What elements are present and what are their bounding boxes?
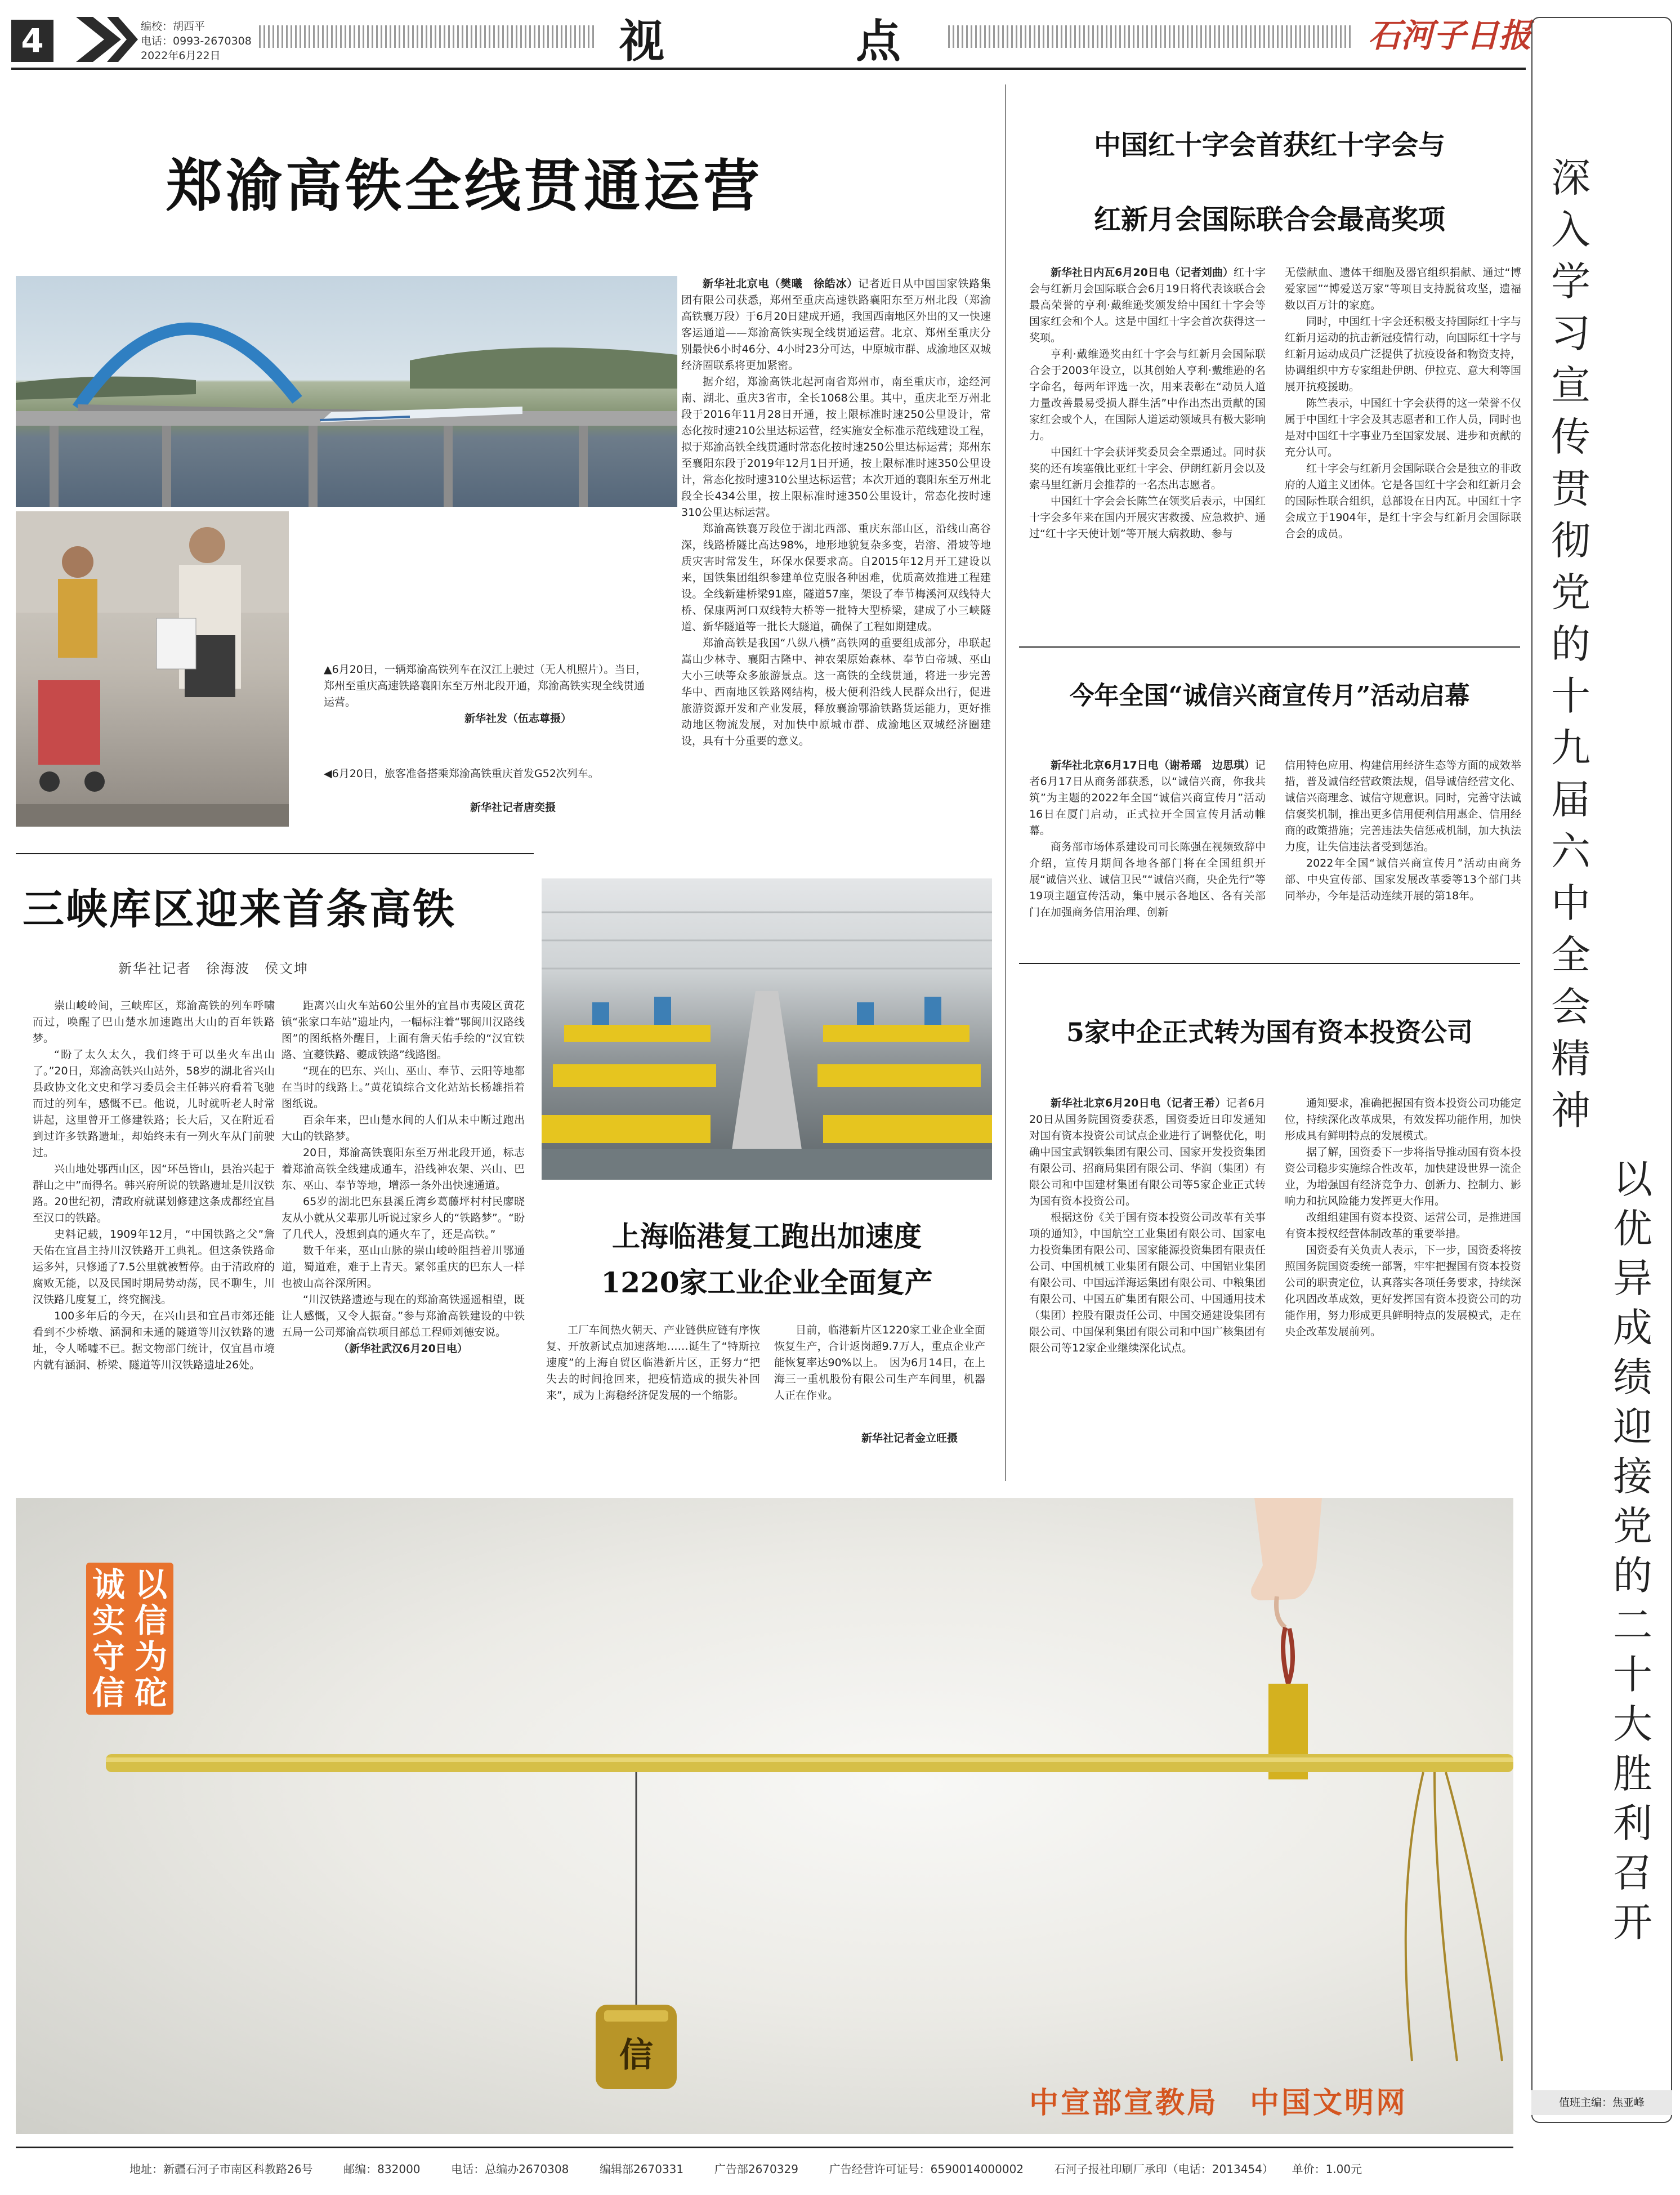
zhengyu-paragraph: 郑渝高铁襄万段位于湖北西部、重庆东部山区，沿线山高谷深，线路桥隧比高达98%，地形地貌复杂多变，岩溶、滑坡等地质灾害时常发生，环保水保要求高。自2015年12月开工建设以来，国铁集团组织参建单位克服各种困难，优质高效推进工程建设。全线新建桥梁91座，隧道57座，架设了奉节梅溪河双线特大桥、保康两河口双线特大桥等一批特大型桥梁，建成了小三峡隧道、新华隧道等一批长大隧道，确保了工程如期建成。: [681, 523, 991, 633]
zhengyu-paragraph: 郑渝高铁是我国“八纵八横”高铁网的重要组成部分，串联起嵩山少林寺、襄阳古隆中、神农架原始森林、奉节白帝城、巫山大小三峡等众多旅游景点。这一高铁的全线贯通，将进一步完善华中、西南地区铁路网结构，极大便利沿线人民群众出行，促进旅游资源开发和产业发展，释放襄渝鄂渝铁路货运能力，更好推动地区物流发展，对加快中原城市群、成渝地区双城经济圈建设，具有十分重要的意义。: [681, 637, 991, 747]
shanghai-credit: 新华社记者金立旺摄: [861, 1432, 958, 1444]
shanghai-headline-1: 上海临港复工跑出加速度: [612, 1220, 922, 1253]
psa-seal-text-2: 诚实守信: [92, 1565, 125, 1712]
sanxia-headline: 三峡库区迎来首条高铁: [23, 885, 456, 934]
masthead: [0, 0, 1531, 72]
sanxia-paragraph: 崇山峻岭间，三峡库区，郑渝高铁的列车呼啸而过，唤醒了巴山楚水加速跑出大山的百年铁路梦。: [33, 1000, 275, 1045]
footer-printer: 石河子报社印刷厂承印（电话：2013454）: [1054, 2162, 1274, 2176]
sanxia-paragraph: 100多年后的今天，在兴山县和宜昌市郊还能看到不少桥墩、涵洞和未通的隧道等川汉铁路的遗址，令人唏嘘不已。据文物部门统计，仅宜昌市境内就有涵洞、桥梁、隧道等川汉铁路遗址26处。: [33, 1310, 275, 1371]
masthead-date: 2022年6月22日: [141, 50, 221, 62]
redcross-col-1: [1029, 265, 1266, 542]
redcross-paragraph: 新华社日内瓦6月20日电（记者刘曲）红十字会与红新月会国际联合会6月19日将代表该联合会最高荣誉的亨利·戴维逊奖颁发给中国红十字会等国家红会和个人。这是中国红十字会首次获得这一奖项。: [1029, 266, 1266, 344]
redcross-col-2: [1285, 265, 1521, 542]
credit-byline: 新华社北京6月17日电（谢希瑶 边思琪）: [1051, 759, 1255, 771]
credit-paragraph: 2022年全国“诚信兴商宣传月”活动由商务部、中央宣传部、国家发展改革委等13个部门共同举办，今年是活动连续开展的第18年。: [1285, 857, 1521, 902]
slogan-line-2: 以优异成绩迎接党的二十大胜利召开: [1613, 1156, 1652, 1946]
psa-sponsor: 中宣部宣教局 中国文明网: [1029, 2086, 1408, 2120]
redcross-paragraph: 红十字会与红新月会国际联合会是独立的非政府的人道主义团体。它是各国红十字会和红新月会的国际性联合组织，总部设在日内瓦。中国红十字会成立于1904年，是红十字会与红新月会国际联合会的成员。: [1285, 462, 1521, 540]
zhengyu-paragraph: 据介绍，郑渝高铁北起河南省郑州市，南至重庆市，途经河南、湖北、重庆3省市，全长1068公里。其中，重庆北至万州北段于2016年11月28日开通，按上限标准时速250公里设计，常态化按时速210公里达标运营，经实施安全标准示范线建设工程，拟于郑渝高铁全线贯通时常态化按时速250公里达标运营；郑州东至襄阳东段于2019年12月1日开通，按上限标准时速350公里设计，常态化按时速310公里达标运营；本次开通的襄阳东至万州北段全长434公里，按上限标准时速350公里设计，常态化按时速310公里达标运营。: [681, 376, 991, 519]
credit-paragraph: 信用特色应用、构建信用经济生态等方面的成效举措，普及诚信经营政策法规，倡导诚信经营文化、诚信兴商理念、诚信守规意识。同时，完善守法诚信褒奖机制，推出更多信用便利信用惠企、信用经商的政策措施；完善违法失信惩戒机制，加大执法力度，让失信违法者受到惩治。: [1285, 759, 1521, 853]
footer-editorial: 编辑部2670331: [600, 2162, 684, 2176]
sanxia-paragraph: 20日，郑渝高铁襄阳东至万州北段开通，标志着郑渝高铁全线建成通车，沿线神农架、兴山、巴东、巫山、奉节等地，增添一条外出快速通道。: [282, 1146, 525, 1192]
soe-col-1: [1029, 1095, 1266, 1357]
redcross-paragraph: 无偿献血、遗体干细胞及器官组织捐献、通过“博爱家园”“博爱送万家”等项目支持脱贫攻坚，遗福数以百万计的家庭。: [1285, 266, 1521, 311]
masthead-phone: 电话：0993-2670308: [141, 35, 252, 47]
sanxia-dateline: （新华社武汉6月20日电）: [338, 1342, 468, 1355]
footer-address: 地址：新疆石河子市南区科教路26号: [129, 2162, 313, 2176]
soe-col-2: [1285, 1095, 1521, 1340]
soe-paragraph: 根据这份《关于国有资本投资公司改革有关事项的通知》，中国航空工业集团有限公司、国家电力投资集团有限公司、国家能源投资集团有限责任公司、中国机械工业集团有限公司、中国铝业集团有限公司、中国远洋海运集团有限公司、中粮集团有限公司、中国五矿集团有限公司、中国通用技术（集团）控股有限责任公司、中国交通建设集团有限公司、中国保利集团有限公司和中国广核集团有限公司等12家企业继续深化试点。: [1029, 1211, 1266, 1354]
footer-ads: 广告部2670329: [714, 2162, 798, 2176]
masthead-editor: 编校：胡西平: [141, 20, 205, 33]
soe-headline: 5家中企正式转为国有资本投资公司: [1066, 1017, 1473, 1047]
section-char-1: 视: [619, 15, 664, 68]
redcross-paragraph: 同时，中国红十字会还积极支持国际红十字与红新月运动的抗击新冠疫情行动，向国际红十字与红新月运动成员广泛提供了抗疫设备和物资支持，协调组织中方专家组赴伊朗、伊拉克、意大利等国展开抗疫援助。: [1285, 315, 1521, 393]
redcross-paragraph: 亨利·戴维逊奖由红十字会与红新月会国际联合会于2003年设立，以其创始人亨利·戴维逊的名字命名，每两年评选一次，用来表彰在“动员人道力量改善最易受损人群生活”中作出杰出贡献的国家红会或个人，在国际人道运动领域具有极大影响力。: [1029, 348, 1266, 442]
soe-byline: 新华社北京6月20日电（记者王希）: [1051, 1097, 1226, 1109]
shanghai-paragraph: 目前，临港新片区1220家工业企业全面恢复生产，合计返岗超9.7万人，重点企业产能恢复率达90%以上。 因为6月14日，在上海三一重机股份有限公司生产车间里，机器人正在作业。: [774, 1324, 985, 1402]
zhengyu-credit-1: 新华社发（伍志尊摄）: [464, 712, 572, 725]
redcross-headline-1: 中国红十字会首获红十字会与: [1093, 130, 1445, 161]
credit-col-2: [1285, 757, 1521, 904]
redcross-paragraph: 陈竺表示，中国红十字会获得的这一荣誉不仅属于中国红十字会及其志愿者和工作人员，同时也是对中国红十字事业乃至国家发展、进步和贡献的充分认可。: [1285, 397, 1521, 458]
footer-phone: 电话：总编办2670308: [451, 2162, 569, 2176]
newspaper-logo: 石河子日报: [1351, 16, 1531, 55]
zhengyu-paragraph: 新华社北京电（樊曦 徐皓冰）记者近日从中国国家铁路集团有限公司获悉，郑州至重庆高速铁路襄阳东至万州北段（郑渝高铁襄万段）于6月20日建成开通，我国西南地区外出的又一快速客运通道——郑渝高铁实现全线贯通运营。北京、郑州至重庆分别最快6小时46分、4小时23分可达，中原城市群、成渝地区双城经济圈联系将更加紧密。: [681, 278, 991, 372]
credit-headline: 今年全国“诚信兴商宣传月”活动启幕: [1069, 681, 1470, 710]
sanxia-paragraph: “盼了太久太久，我们终于可以坐火车出山了。”20日，郑渝高铁兴山站外，58岁的湖北省兴山县政协文化文史和学习委员会主任韩兴府看着飞驰而过的列车，感慨不已。他说，儿时就听老人时常讲起，这里曾开工修建铁路；长大后，又在附近看到过许多铁路遗址，却始终未有一列火车从门前驶过。: [33, 1049, 275, 1159]
shanghai-headline-2: 1220家工业企业全面复产: [601, 1266, 933, 1299]
sanxia-col-2: [282, 998, 525, 1357]
sanxia-paragraph: 距离兴山火车站60公里外的宜昌市夷陵区黄花镇“张家口车站”遗址内，一幅标注着“鄂闽川汉路线图”的图纸格外醒目，上面有詹天佑手绘的“汉宜铁路、宜夔铁路、夔成铁路”线路图。: [282, 1000, 525, 1061]
factory-photo: [542, 878, 992, 1180]
soe-paragraph: 通知要求，准确把握国有资本投资公司功能定位，持续深化改革成果，有效发挥功能作用，加快形成具有鲜明特点的发展模式。: [1285, 1097, 1521, 1142]
column-divider: [1005, 84, 1006, 1481]
masthead-stripes: [76, 17, 138, 62]
section-rule: [1019, 646, 1520, 648]
footer-license: 广告经营许可证号：6590014000002: [829, 2162, 1024, 2176]
zhengyu-headline: 郑渝高铁全线贯通运营: [166, 153, 763, 219]
sanxia-byline: 新华社记者 徐海波 侯文坤: [118, 961, 309, 976]
zhengyu-caption-1: ▲6月20日，一辆郑渝高铁列车在汉江上驶过（无人机照片）。当日，郑州至重庆高速铁路襄阳东至万州北段开通，郑渝高铁实现全线贯通运营。: [324, 663, 647, 708]
psa-seal-text-1: 以信为砣: [134, 1565, 167, 1712]
soe-paragraph: 新华社北京6月20日电（记者王希）记者6月20日从国务院国资委获悉，国资委近日印发通知对国有资本投资公司试点企业进行了调整优化，明确中国宝武钢铁集团有限公司、国家开发投资集团有限公司、招商局集团有限公司、华润（集团）有限公司和中国建材集团有限公司等5家企业正式转为国有资本投资公司。: [1029, 1097, 1266, 1207]
shanghai-paragraph: 工厂车间热火朝天、产业链供应链有序恢复、开放新试点加速落地……诞生了“特斯拉速度”的上海自贸区临港新片区，正努力“把失去的时间抢回来，把疫情造成的损失补回来”，成为上海稳经济促发展的一个缩影。: [546, 1324, 761, 1402]
redcross-paragraph: 中国红十字会会长陈竺在领奖后表示，中国红十字会多年来在国内开展灾害救援、应急救护、通过“红十字天使计划”等开展大病救助、参与: [1029, 495, 1266, 540]
footer-rule: [16, 2147, 1513, 2148]
page-number: 4: [21, 21, 44, 60]
redcross-headline-2: 红新月会国际联合会最高奖项: [1093, 204, 1445, 235]
sanxia-paragraph: 数千年来，巫山山脉的崇山峻岭阻挡着川鄂通道，蜀道难，难于上青天。紧邻重庆的巴东人一样也被山高谷深所困。: [282, 1244, 525, 1290]
slogan-line-1: 深入学习宣传贯彻党的十九届六中全会精神: [1551, 155, 1590, 1134]
footer: [129, 2158, 1514, 2180]
sanxia-paragraph: 兴山地处鄂西山区，因“环邑皆山，县治兴起于群山之中”而得名。韩兴府所说的铁路遗址是川汉铁路。20世纪初，清政府就谋划修建这条成都经宜昌至汉口的铁路。: [33, 1163, 275, 1224]
credit-paragraph: 商务部市场体系建设司司长陈强在视频致辞中介绍，宣传月期间各地各部门将在全国组织开展“诚信兴业、诚信卫民”“诚信兴商，央企先行”等19项主题宣传活动，集中展示各地区、各有关部门在加强商务信用治理、创新: [1029, 841, 1266, 918]
section-rule: [16, 853, 534, 854]
zhengyu-byline: 新华社北京电（樊曦 徐皓冰）: [703, 278, 859, 290]
shanghai-col-1: [546, 1322, 760, 1404]
footer-price: 单价：1.00元: [1292, 2162, 1362, 2176]
factory-illustration: [542, 878, 992, 1180]
sanxia-paragraph: 史料记载，1909年12月，“中国铁路之父”詹天佑在宜昌主持川汉铁路开工典礼。但这条铁路命运多舛，只修通了7.5公里就被暂停。由于清政府的腐败无能，以及民国时期局势动荡，民不聊生，川汉铁路几度复工，终究搁浅。: [33, 1228, 275, 1306]
zhengyu-caption-2: ◀6月20日，旅客准备搭乘郑渝高铁重庆首发G52次列车。: [324, 768, 599, 780]
sanxia-paragraph: 65岁的湖北巴东县溪丘湾乡葛藤坪村村民廖晓友从小就从父辈那儿听说过家乡人的“铁路梦”。“盼了几代人，没想到真的通火车了，还是高铁。”: [282, 1195, 525, 1241]
zhengyu-body: [681, 276, 991, 749]
sanxia-paragraph: “川汉铁路遗迹与现在的郑渝高铁遥遥相望，既让人感慨，又令人振奋。”参与郑渝高铁建设的中铁五局一公司郑渝高铁项目部总工程师刘德安说。: [282, 1293, 525, 1339]
psa-illustration: [16, 1498, 1513, 2134]
footer-postcode: 邮编：832000: [343, 2162, 421, 2176]
bridge-photo: [16, 276, 677, 507]
credit-col-1: [1029, 757, 1266, 921]
soe-paragraph: 据了解，国资委下一步将指导推动国有资本投资公司稳步实施综合性改革，加快建设世界一流企业，为增强国有经济竞争力、创新力、控制力、影响力和抗风险能力发挥更大作用。: [1285, 1146, 1521, 1207]
section-rule: [1019, 963, 1520, 964]
credit-paragraph: 新华社北京6月17日电（谢希瑶 边思琪）记者6月17日从商务部获悉，以“诚信兴商，你我共筑”为主题的2022年全国“诚信兴商宣传月”活动16日在厦门启动，正式拉开全国宣传月活动帷幕。: [1029, 759, 1266, 837]
soe-paragraph: 改组组建国有资本投资、运营公司，是推进国有资本授权经营体制改革的重要举措。: [1285, 1211, 1521, 1240]
section-char-2: 点: [856, 15, 901, 68]
duty-editor: 值班主编：焦亚峰: [1531, 2090, 1672, 2115]
sanxia-col-1: [33, 998, 275, 1373]
redcross-paragraph: 中国红十字会获评奖委员会全票通过。同时获奖的还有埃塞俄比亚红十字会、伊朗红新月会以及索马里红新月会推荐的一名杰出志愿者。: [1029, 446, 1266, 491]
sanxia-paragraph: “现在的巴东、兴山、巫山、奉节、云阳等地都在当时的线路上。”黄花镇综合文化站站长杨雄指着图纸说。: [282, 1065, 525, 1110]
masthead-rule: [11, 68, 1526, 70]
zhengyu-credit-2: 新华社记者唐奕摄: [470, 801, 556, 814]
psa-ad: [16, 1498, 1513, 2134]
soe-paragraph: 国资委有关负责人表示，下一步，国资委将按照国务院国资委统一部署，牢牢把握国有资本投资公司的职责定位，认真落实各项任务要求，持续深化巩固改革成效，更好发挥国有资本投资公司的功能作用，努力形成更具鲜明特点的发展模式，走在央企改革发展前列。: [1285, 1244, 1521, 1338]
bridge-illustration: [16, 276, 677, 507]
passenger-illustration: [16, 511, 289, 827]
passenger-photo: [16, 511, 289, 827]
shanghai-col-2: [774, 1322, 985, 1404]
weight-character: 信: [619, 2036, 653, 2075]
redcross-byline: 新华社日内瓦6月20日电（记者刘曲）: [1051, 266, 1234, 279]
sanxia-paragraph: 百余年来，巴山楚水间的人们从未中断过跑出大山的铁路梦。: [282, 1114, 525, 1143]
